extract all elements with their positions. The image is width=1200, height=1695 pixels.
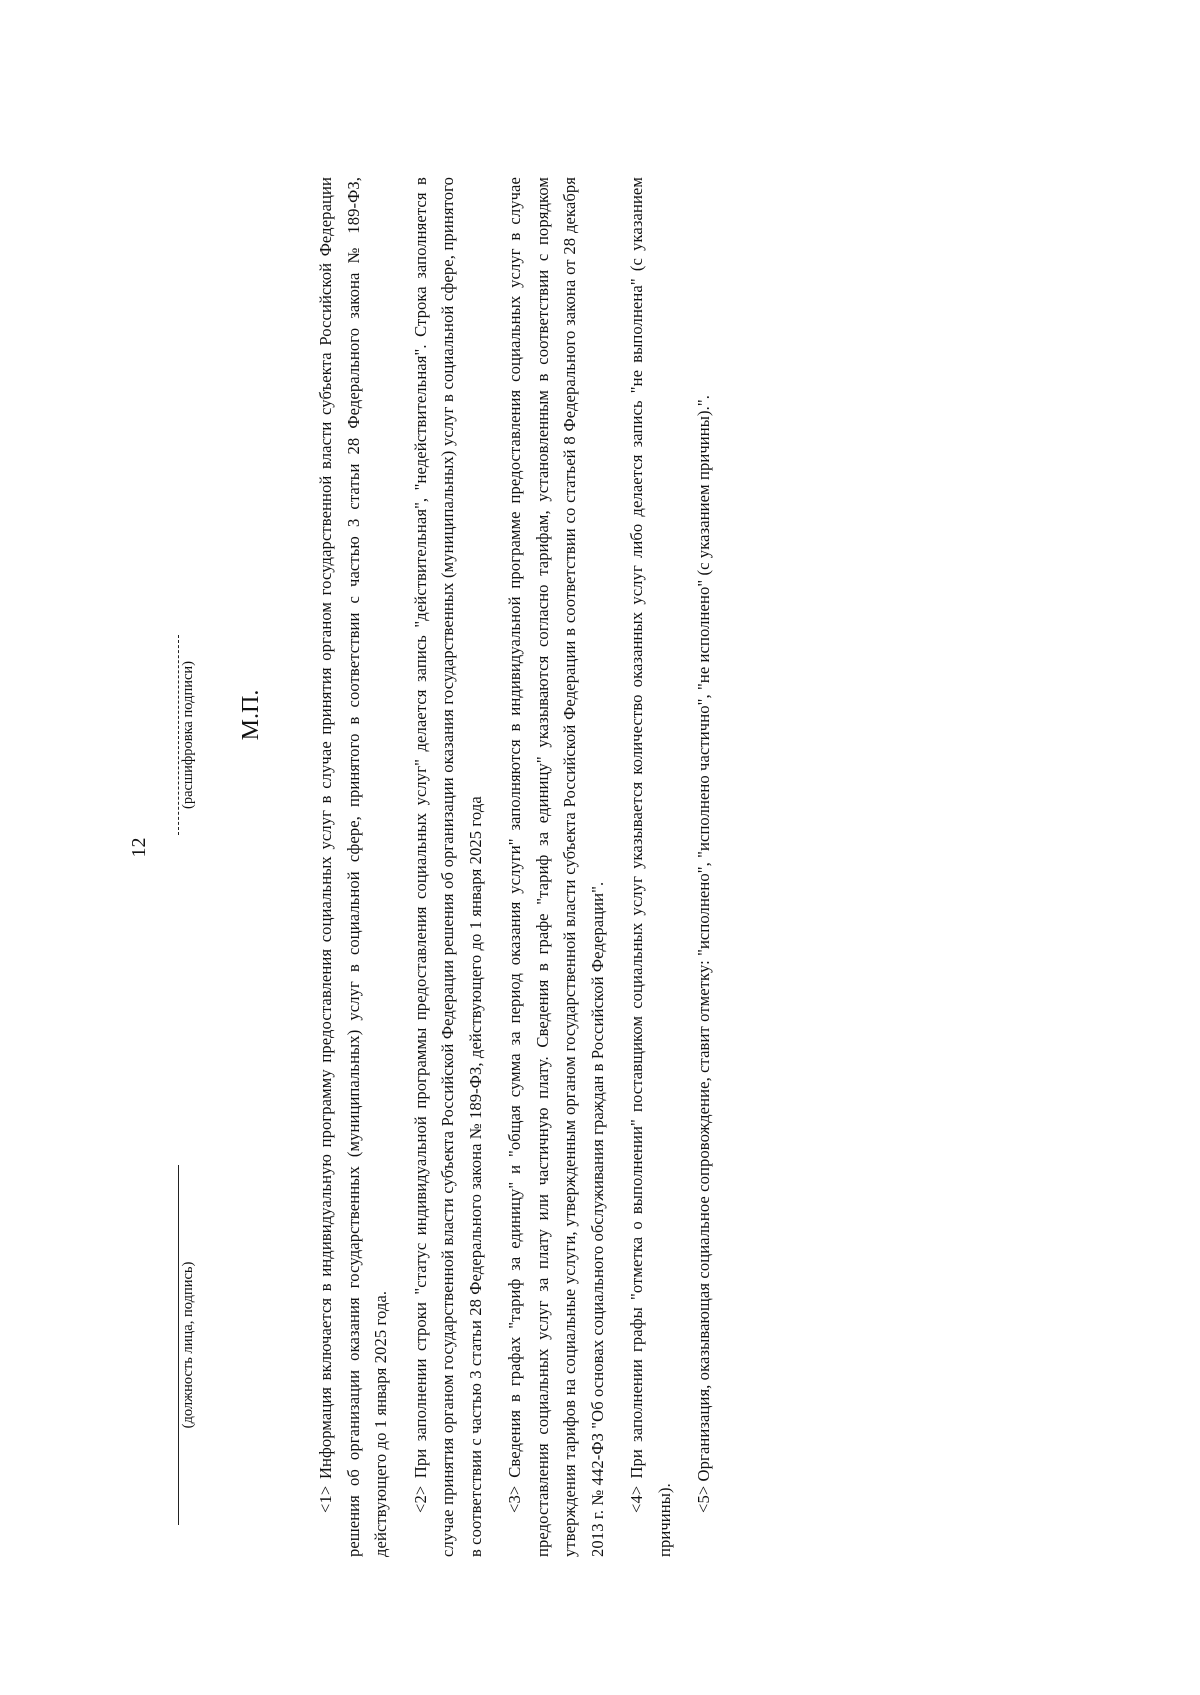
signature-line-name [178,635,179,835]
footnote-5: <5> Организация, оказывающая социальное сопровождение, ставит отметку: "исполнено", "исполнено частично", "не исполнено" (с указанием причины).". [694,395,713,1513]
footnote-3: <3> Сведения в графах "тариф за единицу" и "общая сумма за период оказания услуги" заполняются в индивидуальной программе предоставления социальных услуг в случае предоставления социальных услуг за плату или частичную плату. Сведения в графе "тариф за единицу" указываются согласно тарифам, установленным в соответствии с порядком утверждения тарифов на социальные услуги, утвержденным органом государственной власти субъекта Российской Федерации в соответствии со статьей 8 Федерального закона от 28 декабря 2013 г. № 442-ФЗ "Об основах социального обслуживания граждан в Российской Федерации". [505,177,607,1557]
position-signature-caption: (должность лица, подпись) [180,1261,196,1429]
stamp-place-label: М.П. [238,689,264,741]
signature-line-position [178,1165,179,1525]
name-decoding-caption: (расшифровка подписи) [180,660,196,810]
footnote-1: <1> Информация включается в индивидуальную программу предоставления социальных услуг в случае принятия органом государственной власти субъекта Российской Федерации решения об организации оказания государственных (муниципальных) услуг в социальной сфере, принятого в соответствии с частью 3 статьи 28 Федерального закона № 189-ФЗ, действующего до 1 января 2025 года. [316,177,390,1557]
page-number: 12 [128,837,150,858]
footnotes-section [312,177,730,1557]
footnote-4: <4> При заполнении графы "отметка о выполнении" поставщиком социальных услуг указывается количество оказанных услуг либо делается запись "не выполнена" (с указанием причины). [627,177,674,1557]
footnote-2: <2> При заполнении строки "статус индивидуальной программы предоставления социальных услуг" делается запись "действительная", "недействительная". Строка заполняется в случае принятия органом государственной власти субъекта Российской Федерации решения об организации оказания государственных (муниципальных) услуг в социальной сфере, принятого в соответствии с частью 3 статьи 28 Федерального закона № 189-ФЗ, действующего до 1 января 2025 года [410,177,485,1557]
